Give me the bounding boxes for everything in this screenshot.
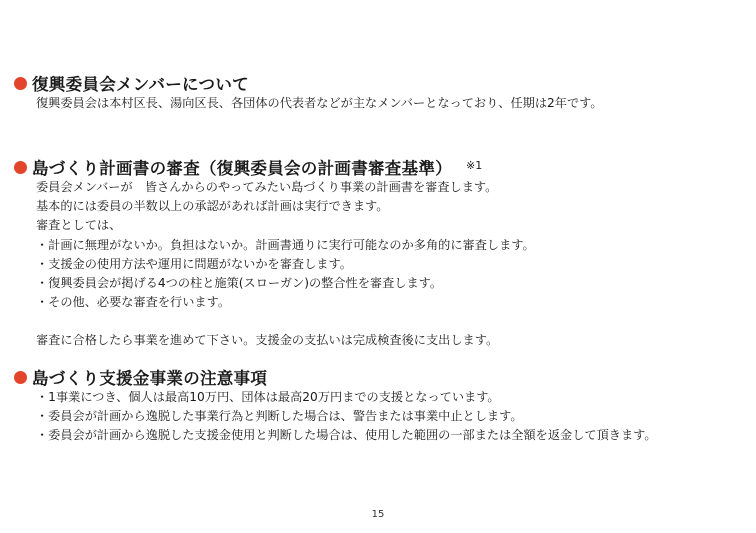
heading-text: 島づくり支援金事業の注意事項: [32, 369, 268, 388]
heading-text: 島づくり計画書の審査（復興委員会の計画書審査基準）: [32, 159, 452, 178]
body-line: ・委員会が計画から逸脱した支援金使用と判断した場合は、使用した範囲の一部または全額を返金して頂きます。: [36, 428, 657, 443]
red-circle-bullet-icon: [14, 77, 27, 90]
body-line: 審査としては、: [36, 218, 122, 233]
section-plan-review: [14, 156, 736, 351]
body-line: ・1事業につき、個人は最高10万円、団体は最高20万円までの支援となっています。: [36, 390, 500, 404]
red-circle-bullet-icon: [14, 161, 27, 174]
section-heading: [14, 156, 736, 178]
section-body: [36, 94, 736, 113]
section-support-notes: [14, 366, 736, 446]
body-line: ・復興委員会が掲げる4つの柱と施策(スローガン)の整合性を審査します。: [36, 275, 443, 290]
section-heading: [14, 72, 736, 94]
blank-line: [36, 312, 736, 331]
body-line: ・委員会が計画から逸脱した事業行為と判断した場合は、警告または事業中止とします。: [36, 409, 523, 424]
heading-text: 復興委員会メンバーについて: [32, 75, 249, 94]
body-line: 基本的には委員の半数以上の承認があれば計画は実行できます。: [36, 199, 389, 214]
body-line: 審査に合格したら事業を進めて下さい。支援金の支払いは完成検査後に支出します。: [36, 333, 499, 348]
body-line: 復興委員会は本村区長、湯向区長、各団体の代表者などが主なメンバーとなっており、任期は2年です。: [36, 96, 603, 110]
section-body: [36, 388, 736, 446]
section-committee-members: [14, 72, 736, 113]
body-line: ・計画に無理がないか。負担はないか。計画書通りに実行可能なのか多角的に審査します。: [36, 237, 535, 252]
footnote-mark: ※1: [466, 158, 483, 172]
red-circle-bullet-icon: [14, 371, 27, 384]
body-line: ・支援金の使用方法や運用に問題がないかを審査します。: [36, 256, 352, 271]
page-number: 15: [371, 509, 385, 520]
body-line: 委員会メンバーが 皆さんからのやってみたい島づくり事業の計画書を審査します。: [36, 180, 498, 194]
section-body: [36, 178, 736, 351]
section-heading: [14, 366, 736, 388]
body-line: ・その他、必要な審査を行います。: [36, 295, 231, 310]
